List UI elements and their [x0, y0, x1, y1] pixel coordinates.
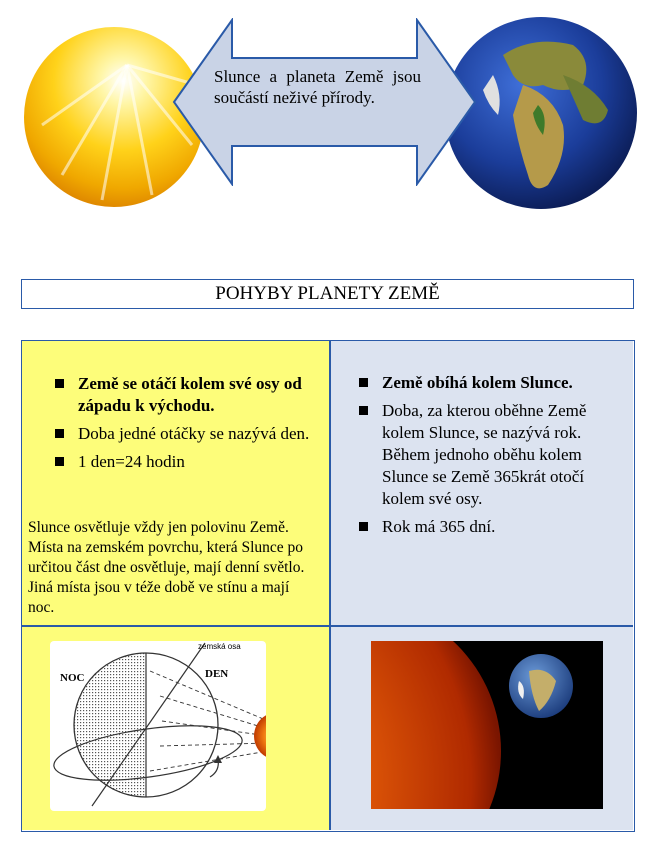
row-divider	[22, 625, 633, 627]
section-heading: POHYBY PLANETY ZEMĚ	[21, 279, 634, 309]
list-item: Země se otáčí kolem své osy od západu k východu.	[52, 373, 322, 417]
revolution-cell	[329, 341, 633, 625]
axis-label: zemská osa	[198, 642, 241, 651]
day-night-paragraph: Slunce osvětluje vždy jen polovinu Země. Místa na zemském povrchu, která Slunce po určitou část dne osvětluje, mají denní světlo. Jiná místa jsou v téže době ve stínu a mají noc.	[28, 519, 305, 616]
top-statement: Slunce a planeta Země jsou součástí neživé přírody.	[214, 67, 421, 107]
square-bullet-icon	[55, 429, 64, 438]
noc-label: NOC	[60, 672, 85, 684]
square-bullet-icon	[55, 379, 64, 388]
day-night-diagram-cell	[22, 625, 329, 830]
column-divider	[329, 341, 331, 830]
sun-earth-photo-cell	[329, 625, 633, 830]
revolution-list	[356, 372, 626, 544]
motions-table	[21, 340, 635, 832]
square-bullet-icon	[55, 457, 64, 466]
square-bullet-icon	[359, 522, 368, 531]
list-item: Doba jedné otáčky se nazývá den.	[52, 423, 322, 445]
list-item: 1 den=24 hodin	[52, 451, 322, 473]
square-bullet-icon	[359, 406, 368, 415]
square-bullet-icon	[359, 378, 368, 387]
den-label: DEN	[205, 668, 229, 680]
list-item: Doba, za kterou oběhne Země kolem Slunce, se nazývá rok. Během jednoho oběhu kolem Slunce se Země 365krát otočí kolem své osy.	[356, 400, 626, 510]
sun-earth-photo	[371, 641, 603, 809]
list-item: Rok má 365 dní.	[356, 516, 626, 538]
rotation-cell	[22, 341, 329, 625]
day-night-diagram	[50, 641, 266, 811]
rotation-list	[52, 373, 322, 479]
list-item: Země obíhá kolem Slunce.	[356, 372, 626, 394]
